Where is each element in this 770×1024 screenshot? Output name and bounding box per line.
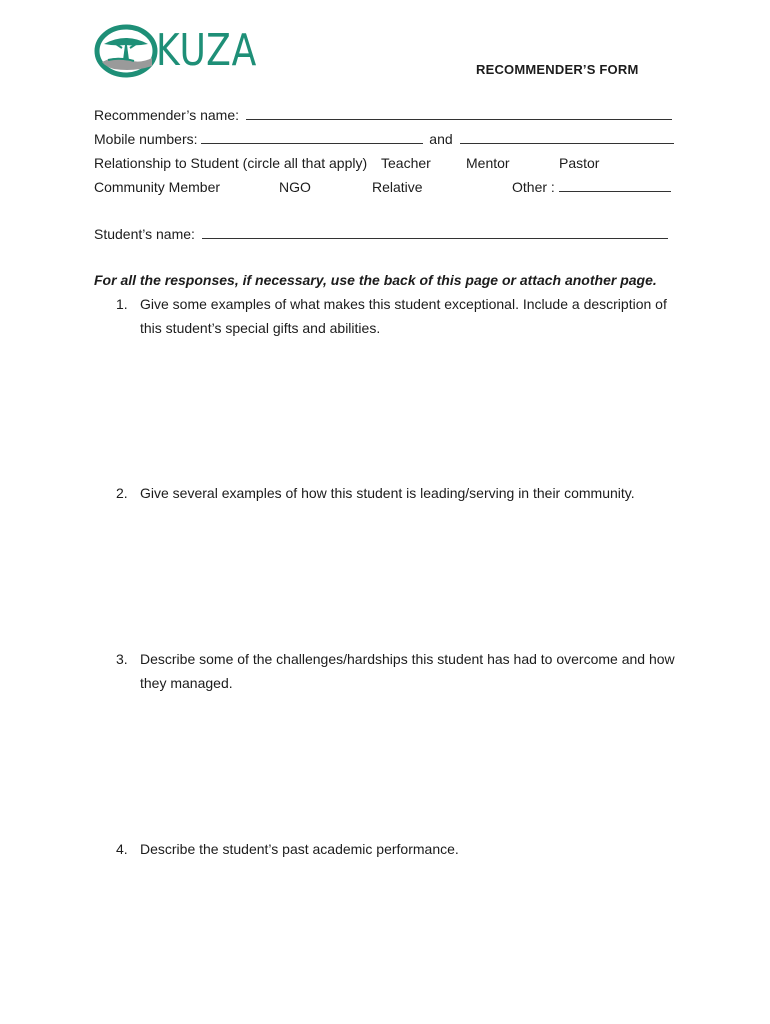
form-title: RECOMMENDER’S FORM [476,62,639,77]
question-2 [116,481,682,507]
kuza-logo [94,24,264,80]
question-text: Describe some of the challenges/hardships this student has had to overcome and how they managed. [140,651,675,691]
answer-area-2[interactable] [116,510,682,640]
recommender-name-row [94,106,672,124]
answer-area-3[interactable] [116,700,682,830]
question-3 [116,647,682,697]
option-other-label[interactable]: Other : [512,179,555,195]
question-number: 2. [116,485,128,501]
question-number: 3. [116,651,128,667]
instruction-text: For all the responses, if necessary, use the back of this page or attach another page. [94,272,657,288]
acacia-tree-icon [94,24,158,78]
relationship-label: Relationship to Student (circle all that apply) [94,155,368,171]
question-text: Give several examples of how this student is leading/serving in their community. [140,485,635,501]
student-name-label: Student’s name: [94,226,195,242]
question-4 [116,837,682,863]
question-text: Describe the student’s past academic performance. [140,841,459,857]
option-other [512,178,671,196]
answer-area-1[interactable] [116,345,682,475]
student-name-row [94,225,668,243]
mobile-row [94,130,674,148]
question-number: 4. [116,841,128,857]
student-name-field[interactable] [202,225,668,239]
option-community-member[interactable]: Community Member [94,179,221,195]
recommender-name-field[interactable] [246,106,672,120]
option-teacher[interactable]: Teacher [381,155,431,171]
option-pastor[interactable]: Pastor [559,155,600,171]
mobile-field-1[interactable] [201,130,423,144]
question-number: 1. [116,296,128,312]
option-relative[interactable]: Relative [372,179,423,195]
mobile-label: Mobile numbers: [94,131,198,147]
other-field[interactable] [559,178,671,192]
option-mentor[interactable]: Mentor [466,155,510,171]
recommender-name-label: Recommender’s name: [94,107,239,123]
mobile-and-label: and [429,131,453,147]
answer-area-4[interactable] [116,866,682,1006]
question-1 [116,292,682,342]
logo-wordmark: KUZA [156,25,258,76]
mobile-field-2[interactable] [460,130,674,144]
option-ngo[interactable]: NGO [279,179,311,195]
question-text: Give some examples of what makes this student exceptional. Include a description of this student’s special gifts and abilities. [140,296,667,336]
